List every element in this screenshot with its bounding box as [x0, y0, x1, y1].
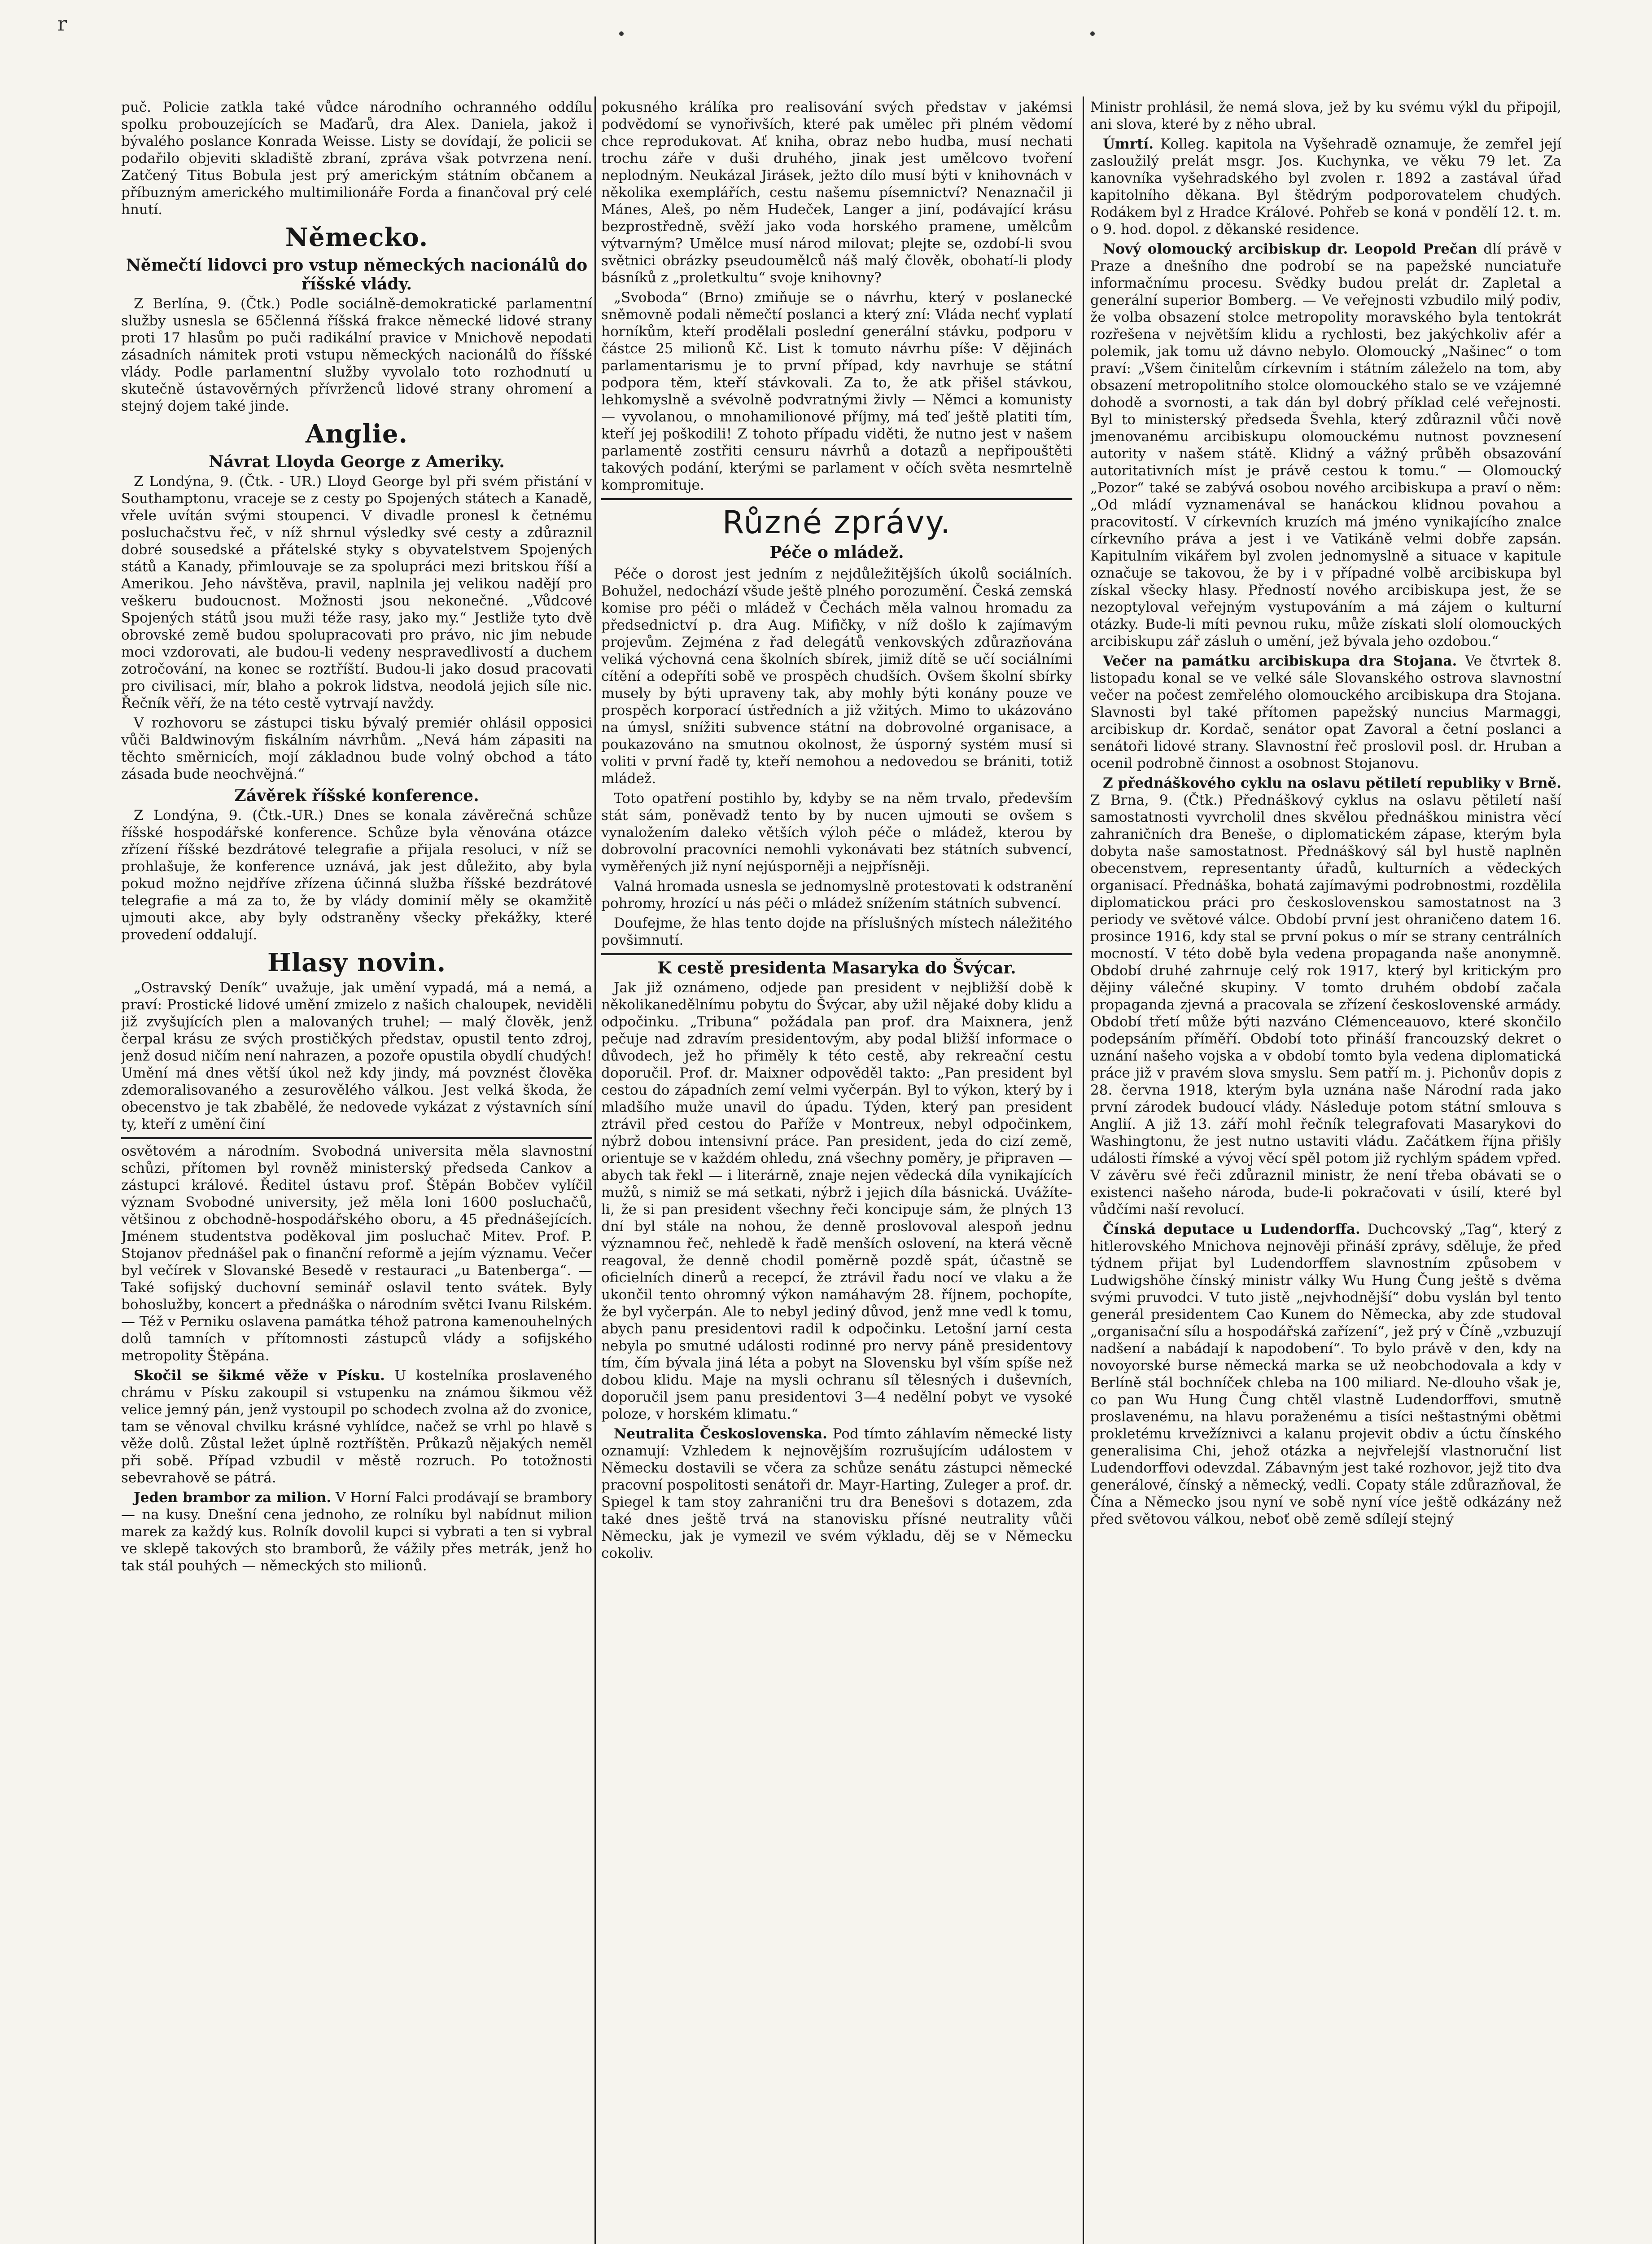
- article-youth-care-3: Valná hromada usnesla se jednomyslně protestovati k odstranění pohromy, hrozící u nás péči o mládež snížením státních subvencí.: [601, 878, 1072, 912]
- page-corner-mark: r: [57, 13, 67, 35]
- article-svoboda: „Svoboda“ (Brno) zmiňuje se o návrhu, který v poslanecké sněmovně podali němečtí poslanci a který zní: Vláda nechť vyplatí horníkům, kteří prodělali poslední generální stávku, podporu v částce 25 milionů Kč. List k tomuto návrhu píše: V dějinách parlamentarismu je to první případ, kdy navrhuje se státní podpora těm, kteří stávkovali. Za to, že atk přišel stávkou, lehkomyslně a svévolně podvratnými živly — Němci a komunisty — vyvolanou, o mnohamilionové příjmy, má teď ještě platiti tím, kteří jej poškodili! Z tohoto případu viděti, že nutno jest v našem parlamentě zostřiti censuru návrhů a dotazů a nepřipouštěti takových podání, kterými se parlament v očích světa nesmrtelně kompromituje.: [601, 289, 1072, 493]
- column-middle: [601, 99, 1072, 2244]
- article-ostravsky-denik: „Ostravský Deník“ uvažuje, jak umění vypadá, má a nemá, a praví: Prostické lidové umění zmizelo z našich chaloupek, neviděli již zvyšujících plen a malovaných truhel; — malý člověk, jenž čerpal krásu ze svých prostičkých představ, opustil tento zdroj, jenž dosud ničím není nahrazen, a pozoře opustila obydlí chudých! Umění má dnes větší úkol než kdy jindy, má povznést člověka zdemoralisovaného a zesurovělého válkou. Jest velká škoda, že obecenstvo je tak zbabělé, že nedovede vykázat z výstavních síní ty, kteří z umění činí: [121, 980, 592, 1132]
- article-neutrality: Pod tímto záhlavím německé listy oznamují: Vzhledem k nejnovějším rozrušujícím událostem v Německu dostavili se včera za schůze senátu zástupci německé pracovní pospolitosti senátoři dr. Mayr-Harting, Zuleger a prof. dr. Spiegel k tam stoy zahranični tru dra Benešovi s dotazem, zda také dnes ještě trvá na stanovisku přísné neutrality vůči Německu, jak je vymezil ve svém výkladu, děj se v Německu cokoliv.: [601, 1426, 1072, 1561]
- column-rule: [594, 96, 596, 2244]
- column-right: [1090, 99, 1561, 2244]
- section-england: Anglie.: [306, 419, 408, 449]
- column-rule: [1083, 96, 1084, 2244]
- article-lloyd-george-interview: V rozhovoru se zástupci tisku bývalý premiér ohlásil opposici vůči Baldwinovým fiskálním návrhům. „Nevá hám zápasiti na těchto směrnicích, mojí základnou bude volný obchod a táto zásada bude neochvějná.“: [121, 715, 592, 782]
- article-art-continued: pokusného králíka pro realisování svých představ v jakémsi podvědomí se vynořivších, které pak umělec při plném vědomí chce reprodukovat. Ať kniha, obraz nebo hudba, musí nechati trochu záře v duši druhého, jinak jest umělcovo tvoření neplodným. Neukázal Jirásek, ježto dílo musí býti v knihovnách v několika exemplářích, cestu našemu písemnictví? Nenaznačil ji Mánes, Aleš, po něm Hudeček, Langer a jiní, podávající krásu bezprostředně, svěží jako voda horského pramene, umělcům výtvarným? Umělce musí národ milovat; plejte se, ozdobí-li svou světnici obrázky pseudoumělců náš malý člověk, obohatí-li plody básníků z „proletkultu“ svoje knihovny?: [601, 99, 1072, 286]
- article-minister-continued: Ministr prohlásil, že nemá slova, jež by ku svému výkl du připojil, ani slova, které by z něho ubral.: [1090, 99, 1561, 132]
- headline-neutrality: Neutralita Československa.: [614, 1426, 827, 1442]
- divider: [601, 953, 1072, 955]
- article-pisek-tower: U kostelníka proslaveného chrámu v Písku zakoupil si vstupenku na známou šikmou věž velice jemný pán, jenž vystoupil po schodech zvolna až do zvonice, tam se věnoval chvilku krásné vyhlídce, načež se vrhl po hlavě s věže dolů. Zůstal ležet úplně roztříštěn. Průkazů nějakých neměl při sobě. Případ vzbudil v městě rozruch. Po totožnosti sebevrahově se pátrá.: [121, 1367, 592, 1486]
- headline-german-populists: Němečtí lidovci pro vstup německých nacionálů do říšské vlády.: [126, 256, 588, 294]
- article-olomouc-archbishop: dlí právě v Praze a dnešního dne podrobí se na papežské nunciatuře informačnímu procesu. Svědky budou prelát dr. Zapletal a generální superior Bomberg. — Ve veřejnosti vzbudilo milý podiv, že volba obsazení stolce metropolity moravského byla tentokrát rozřešena v největším klidu a rychlosti, bez jakýchkoliv afér a polemik, jak tomu už dávno nebylo. Olomoucký „Našinec“ o tom praví: „Všem činitelům církevním i státním záleželo na tom, aby obsazení metropolitního stolce olomouckého stalo se ve vzájemné dohodě a svornosti, a tak dán byl dobrý příklad celé veřejnosti. Byl to ministerský předseda Švehla, který zdůraznil vůči nově jmenovanému arcibiskupu olomouckému nutnost povznesení autority v našem státě. Klidný a vážný průběh obsazování autoritativních míst je právě cestou k tomu.“ — Olomoucký „Pozor“ také se zabývá osobou nového arcibiskupa a praví o něm: „Od mládí vyznamenával se hanáckou klidnou povahou a pracovitostí. V církevních kruzích má jméno vynikajícího znalce církevního práva a jest i ve Vatikáně velmi dobře zapsán. Kapitulním vikářem byl zvolen jednomyslně a situace v kapitule označuje se takovou, že by i v případné volbě arcibiskupa byl získal všecky hlasy. Předností nového arcibiskupa jest, že se nezoptyloval veřejným vystupováním a má zájem o kulturní otázky. Bude-li míti pevnou ruku, může získati slolí olomouckých arcibiskupu zář zásluh o umění, jež bývala jeho ozdobou.“: [1090, 241, 1561, 649]
- article-german-populists: Z Berlína, 9. (Čtk.) Podle sociálně-demokratické parlamentní služby usnesla se 65členná říšská frakce německé lidové strany proti 17 hlasům po puči radikální pravice v Mnichově nepodati zásadních námitek proti vstupu německých nacionálů do říšské vlády. Podle parlamentní služby vyvolalo toto rozhodnutí u skutečně ústavověrných přívrženců lidové strany ohromení a stejný dojem také jinde.: [121, 296, 592, 414]
- section-press-voices: Hlasy novin.: [267, 948, 446, 977]
- page-dot: [619, 31, 624, 36]
- headline-imperial-conference: Závěrek říšské konference.: [234, 786, 479, 805]
- article-chinese-deputation: Duchcovský „Tag“, který z hitlerovského Mnichova nejnověji přináší zprávy, sděluje, že před týdnem přijat byl Ludendorffem slavnostním způsobem v Ludwigshöhe čínský ministr války Wu Hung Čung ještě s dvěma svými pruvodci. V tuto jistě „nejvhodnější“ dobu vyslán byl tento generál presidentem Cao Kunem do Německa, aby zde studoval „organisační sílu a hospodářská zařízení“, jež prý v Číně „vzbuzují nadšení a nabádají k napodobení“. To bylo právě v den, kdy na novoyorské burse německá marka se už neobchodovala a kdy v Berlíně stál bochníček chleba na 100 miliard. Ne-dlouho však je, co pan Wu Hung Čung chtěl vlastně Ludendorffovi, smutně proslavenému, na hlavu poraženému a tisíci neštastnými obětmi prokletému krvežíznivci a kalanu projevit obdiv a úctu čínského generalisima Chi, jehož otázka a nejvřelejší vlastnoruční list Ludendorffovi odevzdal. Zábavným jest také rozhovor, jejž tito dva generálové, čínský a německý, vedli. Copaty stále zdůrazňoval, že Čína a Německo jsou nyní ve sobě nyní více ještě odkázány než před světovou válkou, neboť obě země sdílejí stejný: [1090, 1221, 1561, 1527]
- article-death: Kolleg. kapitola na Vyšehradě oznamuje, že zemřel její zasloužilý prelát msgr. Jos. Kuchynka, ve věku 79 let. Za kanovníka vyšehradského byl zvolen r. 1892 a zastával úřad kapitolního děkana. Byl štědrým podporovatelem chudých. Rodákem byl z Hradce Králové. Pohřeb se koná v pondělí 12. t. m. o 9. hod. dopol. z děkanské residence.: [1090, 136, 1561, 237]
- headline-stojan-evening: Večer na památku arcibiskupa dra Stojana.: [1103, 653, 1457, 669]
- headline-death: Úmrtí.: [1103, 136, 1154, 152]
- headline-masaryk-trip: K cestě presidenta Masaryka do Švýcar.: [657, 959, 1016, 977]
- headline-chinese-deputation: Čínská deputace u Ludendorffa.: [1103, 1221, 1360, 1237]
- article-lloyd-george: Z Londýna, 9. (Čtk. - UR.) Lloyd George byl při svém přistání v Southamptonu, vraceje se z cesty po Spojených státech a Kanadě, vřele uvítán svými stoupenci. V divadle pronesl k četnému posluchačstvu řeč, v níž shrnul výsledky své cesty a zdůraznil dobré sousedské a přátelské styky s obyvatelstvem Spojených států a Kanady, přimlouvaje se za spolupráci mezi britskou říší a Amerikou. Jeho návštěva, pravil, naplnila jej velikou nadějí pro veškeru budoucnost. Možnosti jsou nekonečné. „Vůdcové Spojených států jsou muži téže rasy, jako my.“ Jestliže tyto dvě obrovské země budou spolupracovati pro právo, nic jim nebude moci vzdorovati, ale budou-li vedeny nespravedlivostí a duchem zotročování, na konec se roztříští. Budou-li jako dosud pracovati pro civilisaci, mír, blaho a pokrok lidstva, neodolá jejich síle nic. Řečník věří, že na této cestě vytrvají navždy.: [121, 473, 592, 711]
- article-brno-lectures: Z Brna, 9. (Čtk.) Přednáškový cyklus na oslavu pětiletí naší samostatnosti vyvrcholil dnes skvělou přednáškou ministra věcí zahraničních dra Beneše, o diplomatickém zápase, kterým byla dobyta naše samostatnost. Přednáškový sál byl hustě naplněn obecenstvem, representanty úřadů, kulturních a vědeckých organisací. Přednáška, bohatá zajímavými podrobnostmi, rozdělila diplomatickou práci pro československou samostatnost na 3 periody ve světové válce. Období první jest ohraničeno datem 16. prosince 1916, kdy stal se první pokus o mír se strany centrálních mocností. V této době byla vedena propaganda naše anonymně. Období druhé zahrnuje celý rok 1917, který byl kritickým pro dějiny válečné skupiny. V tomto druhém období začala propaganda zjevná a pracovala se zřízení československé armády. Období třetí může býti nazváno Clémenceauovo, které skončilo podepsáním příměří. Období toto přináší francouzský dekret o uznání našeho vojska a v období tomto byla vedena diplomatická práce již v pravém slova smyslu. Sem patří m. j. Pichonův dopis z 28. června 1918, kterým byla uznána naše Národní rada jako první zárodek budoucí vlády. Následuje potom státní smlouva s Anglií. A již 13. září mohl řečník telegrafovati Masarykovi do Washingtonu, že jest nutno ustaviti vládu. Začátkem října přišly události římské a vývoj věcí spěl potom již rychlým spádem vpřed. V závěru své řeči zdůraznil ministr, že není třeba obávati se o existenci našeho národa, bude-li pokračovati v úsilí, které byl vůdčími naší revolucí.: [1090, 792, 1561, 1218]
- article-youth-care-1: Péče o dorost jest jedním z nejdůležitějších úkolů sociálních. Bohužel, nedochází všude ještě plného porozumění. Česká zemská komise pro péči o mládež v Čechách měla valnou hromadu za předsednictví p. dra Aug. Mifičky, v níž došlo k zajímavým projevům. Zejména z řad delegátů venkovských zdůrazňována veliká výchovná cena školních sbírek, jimiž dítě se učí sociálními cítění a odepříti sobě ve prospěch chudších. Ovšem školní sbírky musely by býti upraveny tak, aby mohly býti konány pouze ve prospěch korporací ústředních a již vžitých. Mimo to ukázováno na úmysl, snížiti subvence státní na dobrovolné organisace, a poukazováno na smutnou okolnost, že úsporný systém musí si voliti v první řadě ty, kteří nemohou a nedovedou se brániti, totiž mládež.: [601, 566, 1072, 787]
- headline-pisek-tower: Skočil se šikmé věže v Písku.: [134, 1367, 385, 1384]
- article-masaryk-trip: Jak již oznámeno, odjede pan president v nejbližší době k několikanedělnímu pobytu do Švýcar, aby užil nějaké doby klidu a odpočinku. „Tribuna“ požádala pan prof. dra Maixnera, jenž pečuje nad zdravím presidentovým, aby podal bližší informace o důvodech, jež ho přiměly k této cestě, aby rekreační cestu doporučil. Prof. dr. Maixner odpověděl takto: „Pan president byl cestou do západních zemí velmi vyčerpán. Byl to výkon, který by i mladšího muže unavil do úpadu. Týden, který pan president ztrávil před cestou do Paříže v Montreux, nebyl odpočinkem, nýbrž dobou intensivní práce. Pan president, jeda do cizí země, orientuje se v každém ohledu, zná všechny poměry, je připraven — abych tak řekl — i literárně, znaje nejen vědecká díla vynikajících mužů, s nimiž se má setkati, nýbrž i jejich díla básnická. Uvážíte-li, že si pan president všechny řeči koncipuje sám, že plných 13 dní byl stále na nohou, že denně proslovoval alespoň jednu významnou řeč, nehledě k řadě menších oslovení, na která věcně reagoval, že denně chodil poměrně pozdě spát, účastně se oficielních dinerů a recepcí, že ztrávil řadu nocí ve vlaku a že ukončil tento ohromný výkon namáhavým 28. říjnem, pochopíte, že byl vyčerpán. Ale to nebyl jediný důvod, jenž mne vedl k tomu, abych panu presidentovi radil k odpočinku. Letošní jarní cesta nebyla po smutné události rodinné pro nervy páně presidentovy tím, čím bývala jiná léta a pobyt na Slovensku byl vším spíše než dobou klidu. Maje na mysli ochranu síl tělesných i duševních, doporučil jsem panu presidentovi 3—4 nedělní pobyt ve vysoké poloze, v horském klimatu.“: [601, 980, 1072, 1422]
- headline-brno-lectures: Z přednáškového cyklu na oslavu pětiletí republiky v Brně.: [1103, 775, 1561, 791]
- article-imperial-conference: Z Londýna, 9. (Čtk.-UR.) Dnes se konala závěrečná schůze říšské hospodářské konference. Schůze byla věnována otázce zřízení říšské bezdrátové telegrafie a přijala resoluci, v níž se prohlašuje, že konference uznává, jak jest důležito, aby byla pokud možno nejdříve zřízena účinná služba říšské bezdrátové telegrafie a má za to, že by vlády dominií měly se okamžitě ujmouti akce, aby byly odstraněny všecky překážky, které provedení oddalují.: [121, 807, 592, 943]
- article-youth-care-4: Doufejme, že hlas tento dojde na příslušných místech náležitého povšimnutí.: [601, 915, 1072, 948]
- article-potato: V Horní Falci prodávají se brambory — na kusy. Dnešní cena jednoho, ze rolníku byl nabídnut milion marek za každý kus. Rolník dovolil kupci si vybrati a ten si vybral ve sklepě takových sto bramborů, že vážily přes metrák, jenž ho tak stál pouhých — německých sto milionů.: [121, 1490, 592, 1574]
- article-stojan-evening: Ve čtvrtek 8. listopadu konal se ve velké sále Slovanského ostrova slavnostní večer na počest zemřelého olomouckého arcibiskupa dra Stojana. Slavnosti byl také přítomen papežský nuncius Marmaggi, arcibiskup dr. Kordač, senátor opat Zavoral a četní poslanci a senátoři lidové strany. Slavnostní řeč proslovil posl. dr. Hruban a ocenil podrobně činnost a osobnost Stojanovu.: [1090, 653, 1561, 771]
- headline-olomouc-archbishop: Nový olomoucký arcibiskup dr. Leopold Prečan: [1103, 241, 1477, 257]
- divider: [601, 498, 1072, 500]
- article-youth-care-2: Toto opatření postihlo by, kdyby se na něm trvalo, především stát sám, poněvadž tento by by nucen ujmouti se ovšem s vynaložením daleko větších výloh péče o mládež, kterou by dobrovolní pracovníci nemohli vykonávati bez státních subvencí, vyměřených již nyní nejúsporněji a nejpřísněji.: [601, 790, 1072, 875]
- page-dot: [1090, 31, 1095, 36]
- section-germany: Německo.: [285, 223, 428, 252]
- headline-potato: Jeden brambor za milion.: [134, 1490, 332, 1506]
- headline-youth-care: Péče o mládež.: [769, 543, 904, 562]
- divider: [121, 1137, 592, 1139]
- article-sofia-university: osvětovém a národním. Svobodná universita měla slavnostní schůzi, přítomen byl rovněž ministerský předseda Cankov a zástupci králové. Ředitel ústavu prof. Štěpán Bobčev vylíčil význam Svobodné university, jež měla loni 1600 posluchačů, většinou z obchodně-hospodářského oboru, a 45 přednášejících. Jménem studentstva poděkoval jim posluchač Mitev. Prof. P. Stojanov přednášel pak o finanční reformě a jejím významu. Večer byl večírek v Slovanské Besedě v restauraci „u Batenberga“. — Také sofijský duchovní seminář oslavil tento svátek. Byly bohoslužby, koncert a přednáška o národním světci Ivanu Rilském. — Též v Perniku oslavena památka téhož patrona kamenouhelných dolů tamních v přítomnosti zástupců vlády a sofijského metropolity Štěpána.: [121, 1143, 592, 1364]
- headline-lloyd-george: Návrat Lloyda George z Ameriky.: [209, 452, 505, 471]
- section-various-news: Různé zprávy.: [722, 504, 952, 541]
- column-left: [121, 99, 592, 2244]
- article-hungary-continued: puč. Policie zatkla také vůdce národního ochranného oddílu spolku probouzejících se Maďarů, dra Alex. Daniela, jakož i bývalého poslance Konrada Weisse. Listy se dovídají, že policii se podařilo objeviti skladiště zbraní, zpráva však potvrzena není. Zatčený Titus Bobula jest prý americkým státním občanem a příbuzným amerického multimilionáře Forda a finančoval prý celé hnutí.: [121, 99, 592, 218]
